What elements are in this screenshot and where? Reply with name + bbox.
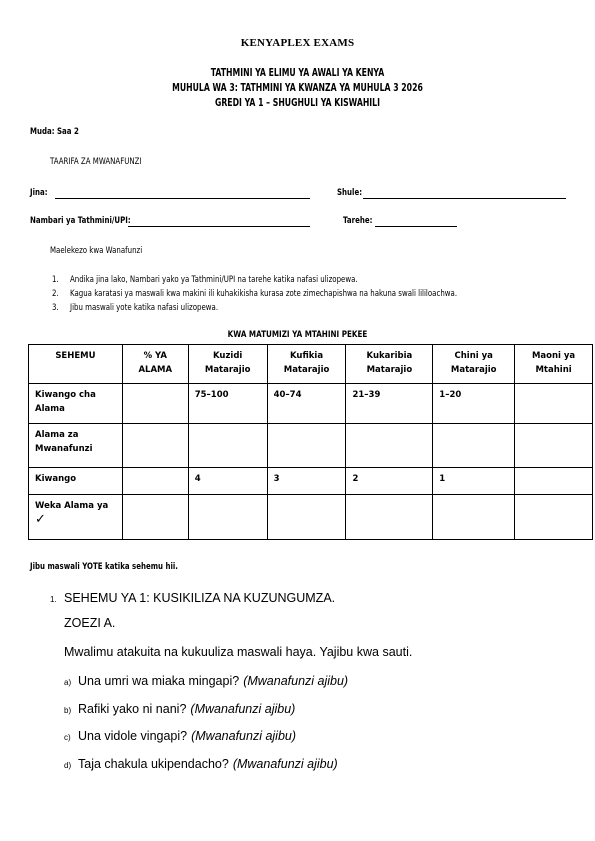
question-note: (Mwanafunzi ajibu) [190,702,296,716]
marks-table-caption: KWA MATUMIZI YA MTAHINI PEKEE [227,330,368,340]
date-label: Tarehe: [343,216,373,226]
instruction-item: Jibu maswali yote katika nafasi ulizopewa. [70,303,219,313]
question-item [64,727,296,745]
question-item [64,700,295,718]
question-letter: d) [64,761,72,770]
question-note: (Mwanafunzi ajibu) [243,674,349,688]
question-note: (Mwanafunzi ajibu) [232,757,338,771]
tick-mark-icon: ✓ [35,512,46,527]
table-cell [122,384,188,424]
table-header-row [29,345,593,384]
assessment-number-field[interactable] [128,226,310,227]
table-cell: Weka Alama ya ✓ [29,495,123,540]
table-cell[interactable] [188,424,267,468]
table-cell[interactable] [515,424,593,468]
question-item [64,755,338,773]
header-cell: % YA ALAMA [122,345,188,384]
instruction-item: Andika jina lako, Nambari yako ya Tathmini/UPI na tarehe katika nafasi ulizopewa. [70,275,358,285]
table-cell: 4 [188,468,267,495]
table-cell: 40–74 [267,384,346,424]
exam-provider-name: KENYAPLEX EXAMS [240,37,355,49]
marks-table [28,344,593,540]
section-number: 1. [50,595,57,604]
table-cell[interactable] [515,495,593,540]
header-cell: Chini ya Matarajio [433,345,515,384]
table-cell[interactable] [346,424,433,468]
table-cell[interactable] [188,495,267,540]
table-cell[interactable] [433,495,515,540]
table-cell: 1–20 [433,384,515,424]
question-text: Una vidole vingapi? [78,729,188,743]
question-letter: c) [64,733,71,742]
section-heading [50,589,335,607]
table-cell: 1 [433,468,515,495]
table-cell [515,468,593,495]
header-cell: Kuzidi Matarajio [188,345,267,384]
table-row [29,468,593,495]
date-field[interactable] [375,226,457,227]
school-label: Shule: [337,188,363,198]
question-item [64,672,348,690]
table-row [29,424,593,468]
table-cell: 21–39 [346,384,433,424]
table-cell: 2 [346,468,433,495]
table-cell[interactable] [433,424,515,468]
instruction-number: 1. [52,275,59,285]
table-cell: Kiwango cha Alama [29,384,123,424]
question-note: (Mwanafunzi ajibu) [191,729,297,743]
table-cell [515,384,593,424]
table-cell [122,468,188,495]
table-row [29,384,593,424]
instruction-number: 3. [52,303,59,313]
header-cell: Kufikia Matarajio [267,345,346,384]
header-cell: Kukaribia Matarajio [346,345,433,384]
table-cell: Alama za Mwanafunzi [29,424,123,468]
instruction-item: Kagua karatasi ya maswali kwa makini ili kuhakikisha kurasa zote zimechapishwa na hakuna swali lililoachwa. [70,289,458,299]
header-cell: SEHEMU [29,345,123,384]
name-label: Jina: [30,188,48,198]
name-field[interactable] [55,198,310,199]
instruction-number: 2. [52,289,59,299]
question-text: Rafiki yako ni nani? [78,702,187,716]
assessment-number-label: Nambari ya Tathmini/UPI: [30,216,131,226]
table-cell[interactable] [346,495,433,540]
header-cell: Maoni ya Mtahini [515,345,593,384]
exercise-label: ZOEZI A. [64,616,116,630]
question-text: Taja chakula ukipendacho? [78,757,229,771]
section-instruction: Jibu maswali YOTE katika sehemu hii. [30,562,178,572]
question-text: Una umri wa miaka mingapi? [78,674,240,688]
exam-title-line-1: TATHMINI YA ELIMU YA AWALI YA KENYA [210,67,385,79]
exam-title-line-3: GREDI YA 1 – SHUGHULI YA KISWAHILI [214,97,380,109]
table-cell[interactable] [267,495,346,540]
table-cell[interactable] [267,424,346,468]
table-cell: 3 [267,468,346,495]
question-letter: b) [64,706,72,715]
exam-title-line-2: MUHULA WA 3: TATHMINI YA KWANZA YA MUHULA 3 2026 [172,82,423,94]
instructions-heading: Maelekezo kwa Wanafunzi [50,246,143,256]
table-cell: Kiwango [29,468,123,495]
section-title: SEHEMU YA 1: KUSIKILIZA NA KUZUNGUMZA. [64,591,336,605]
school-field[interactable] [363,198,566,199]
table-row [29,495,593,540]
table-cell: 75–100 [188,384,267,424]
duration-label: Muda: Saa 2 [30,127,79,137]
student-info-heading: TAARIFA ZA MWANAFUNZI [50,157,142,167]
table-cell[interactable] [122,495,188,540]
exercise-intro: Mwalimu atakuita na kukuuliza maswali haya. Yajibu kwa sauti. [64,645,413,659]
question-letter: a) [64,678,72,687]
table-cell[interactable] [122,424,188,468]
